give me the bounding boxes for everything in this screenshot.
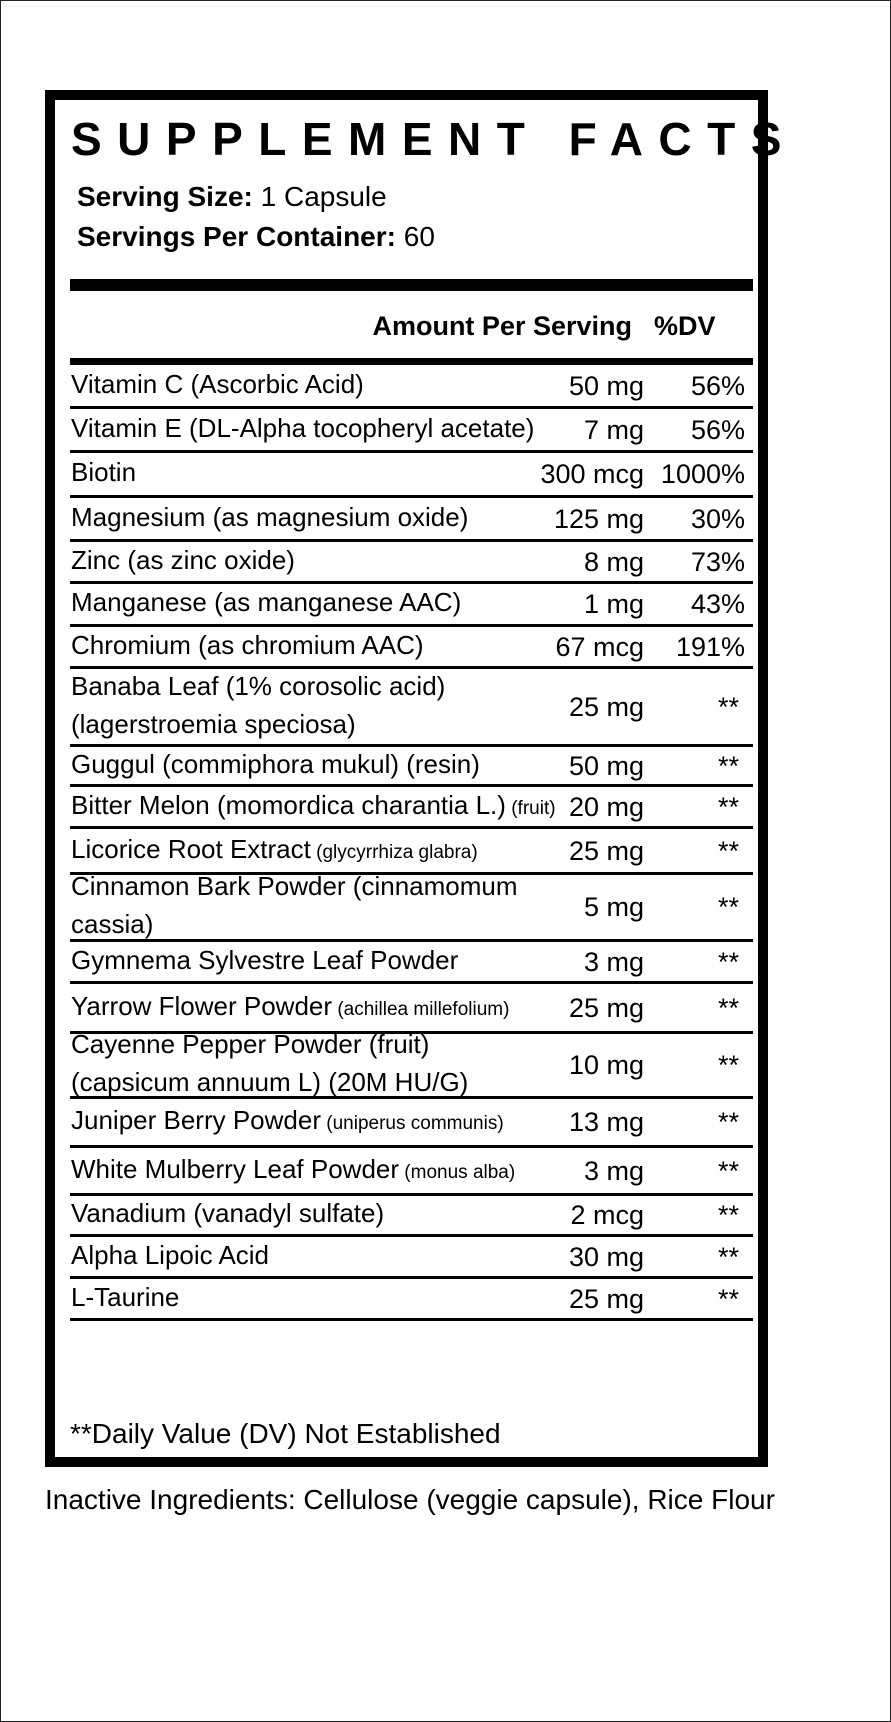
ingredient-daily-value: ** <box>717 750 739 781</box>
ingredient-name-text: Yarrow Flower Powder <box>71 990 333 1021</box>
ingredient-daily-value: ** <box>717 1107 739 1137</box>
serving-size-label: Serving Size: <box>77 181 253 212</box>
ingredient-amount: 3 mg <box>583 946 644 977</box>
daily-value-header: %DV <box>654 311 716 341</box>
ingredient-name <box>71 409 534 451</box>
ingredient-daily-value: 1000% <box>660 459 745 489</box>
ingredient-name-text: Cinnamon Bark Powder (cinnamomum cassia) <box>71 871 518 939</box>
ingredient-name <box>71 1236 269 1278</box>
ingredient-name-text: L-Taurine <box>71 1281 180 1312</box>
ingredient-source-note: (glycyrrhiza glabra) <box>310 841 478 863</box>
serving-size-value: 1 Capsule <box>252 181 387 212</box>
ingredient-row <box>70 498 753 542</box>
ingredient-source-note: (uniperus communis) <box>321 1113 504 1134</box>
ingredient-name-text: Vitamin C (Ascorbic Acid) <box>71 368 364 399</box>
ingredient-amount: 10 mg <box>568 1050 644 1080</box>
ingredient-name-text: Bitter Melon (momordica charantia L.) <box>71 789 506 820</box>
ingredient-name <box>71 541 295 583</box>
daily-value-footnote: **Daily Value (DV) Not Established <box>70 1418 501 1449</box>
ingredient-name-text: Biotin <box>71 457 137 487</box>
ingredient-daily-value: 73% <box>690 546 745 577</box>
ingredient-row <box>70 584 753 627</box>
ingredient-amount: 5 mg <box>583 892 644 922</box>
ingredient-amount: 25 mg <box>568 1283 644 1314</box>
ingredient-row <box>70 409 753 453</box>
ingredient-amount: 13 mg <box>568 1107 644 1137</box>
ingredient-daily-value: ** <box>717 992 739 1023</box>
ingredient-row <box>70 1029 753 1099</box>
ingredient-name <box>71 786 556 828</box>
ingredient-amount: 50 mg <box>568 750 644 781</box>
ingredient-amount: 25 mg <box>568 691 644 722</box>
ingredient-name <box>71 987 509 1029</box>
ingredient-amount: 8 mg <box>583 546 644 577</box>
ingredient-row <box>70 453 753 498</box>
servings-per-container-value: 60 <box>395 221 435 252</box>
ingredient-row <box>70 669 753 747</box>
thick-divider <box>70 279 753 291</box>
amount-per-serving-header: Amount Per Serving <box>372 311 632 341</box>
ingredient-daily-value: ** <box>717 791 739 822</box>
ingredient-source-note: (achillea millefolium) <box>332 998 510 1020</box>
ingredient-name <box>71 583 461 625</box>
ingredient-daily-value: ** <box>717 1050 739 1080</box>
ingredient-amount: 25 mg <box>568 835 644 866</box>
ingredient-daily-value: ** <box>717 1200 739 1230</box>
ingredient-name <box>71 867 541 947</box>
ingredient-row <box>70 1099 753 1148</box>
supplement-facts-panel <box>45 90 797 1467</box>
ingredient-name <box>71 453 136 495</box>
ingredient-name <box>71 1278 179 1320</box>
ingredient-row <box>70 1148 753 1196</box>
inactive-ingredients: Inactive Ingredients: Cellulose (veggie capsule), Rice Flour <box>45 1484 775 1515</box>
ingredient-amount: 67 mcg <box>555 631 644 662</box>
ingredient-amount: 7 mg <box>583 414 644 445</box>
ingredient-daily-value: 56% <box>690 414 745 445</box>
servings-per-container <box>77 220 435 254</box>
ingredient-row <box>70 1196 753 1237</box>
ingredient-name-text: Juniper Berry Powder <box>71 1105 321 1135</box>
ingredient-source-note: (monus alba) <box>399 1161 516 1183</box>
ingredient-name-text: Guggul (commiphora mukul) (resin) <box>71 748 480 779</box>
ingredient-daily-value: ** <box>717 1155 739 1186</box>
ingredient-amount: 300 mcg <box>540 459 644 489</box>
ingredient-name-text: Manganese (as manganese AAC) <box>71 587 462 617</box>
ingredient-row <box>70 1237 753 1279</box>
ingredient-name <box>71 626 424 668</box>
ingredient-name-text: Chromium (as chromium AAC) <box>71 629 424 660</box>
ingredient-name <box>71 830 478 872</box>
ingredient-name <box>71 498 468 540</box>
ingredient-daily-value: ** <box>717 946 739 977</box>
panel-title: SUPPLEMENT FACTS <box>71 113 797 165</box>
ingredient-name-text: Alpha Lipoic Acid <box>71 1239 270 1270</box>
ingredient-daily-value: 56% <box>690 370 745 401</box>
ingredient-daily-value: ** <box>717 1283 739 1314</box>
ingredient-name-text: Vanadium (vanadyl sulfate) <box>71 1198 385 1228</box>
ingredient-row <box>70 1279 753 1321</box>
ingredient-name-text: White Mulberry Leaf Powder <box>71 1153 400 1184</box>
ingredient-amount: 50 mg <box>568 370 644 401</box>
serving-size <box>77 180 387 214</box>
ingredient-name-text: Vitamin E (DL-Alpha tocopheryl acetate) <box>71 412 535 443</box>
ingredient-row <box>70 871 753 942</box>
ingredient-daily-value: 30% <box>690 503 745 534</box>
ingredient-row <box>70 627 753 669</box>
ingredient-row <box>70 747 753 787</box>
ingredient-daily-value: ** <box>717 1241 739 1272</box>
ingredient-amount: 2 mcg <box>570 1200 644 1230</box>
ingredient-daily-value: ** <box>717 892 739 922</box>
ingredient-amount: 3 mg <box>583 1155 644 1186</box>
ingredient-amount: 25 mg <box>568 992 644 1023</box>
ingredient-name-text: Gymnema Sylvestre Leaf Powder <box>71 944 459 975</box>
ingredient-name-text: Banaba Leaf (1% corosolic acid) (lagerstroemia speciosa) <box>71 670 446 739</box>
ingredient-name <box>71 365 364 407</box>
ingredient-name <box>71 1150 515 1192</box>
ingredient-name <box>71 745 480 787</box>
ingredient-amount: 30 mg <box>568 1241 644 1272</box>
ingredient-name <box>71 1101 504 1143</box>
ingredient-name-text: Zinc (as zinc oxide) <box>71 544 295 575</box>
ingredient-daily-value: ** <box>717 691 739 722</box>
ingredient-daily-value: 43% <box>690 589 745 619</box>
ingredient-amount: 1 mg <box>583 589 644 619</box>
ingredient-name-text: Magnesium (as magnesium oxide) <box>71 501 469 532</box>
ingredient-row <box>70 365 753 409</box>
ingredient-name <box>71 667 541 747</box>
ingredient-row <box>70 942 753 984</box>
ingredient-name-text: Licorice Root Extract <box>71 833 311 864</box>
ingredient-daily-value: ** <box>717 835 739 866</box>
ingredient-table <box>70 365 753 1321</box>
ingredient-name <box>71 1194 384 1236</box>
servings-per-container-label: Servings Per Container: <box>77 221 396 252</box>
ingredient-amount: 20 mg <box>568 791 644 822</box>
ingredient-row <box>70 787 753 829</box>
ingredient-daily-value: 191% <box>675 631 745 662</box>
ingredient-row <box>70 542 753 584</box>
ingredient-name <box>71 941 458 983</box>
ingredient-source-note: (fruit) <box>505 797 556 819</box>
ingredient-amount: 125 mg <box>553 503 644 534</box>
ingredient-name <box>71 1025 541 1105</box>
ingredient-name-text: Cayenne Pepper Powder (fruit) (capsicum annuum L) (20M HU/G) <box>71 1029 469 1097</box>
